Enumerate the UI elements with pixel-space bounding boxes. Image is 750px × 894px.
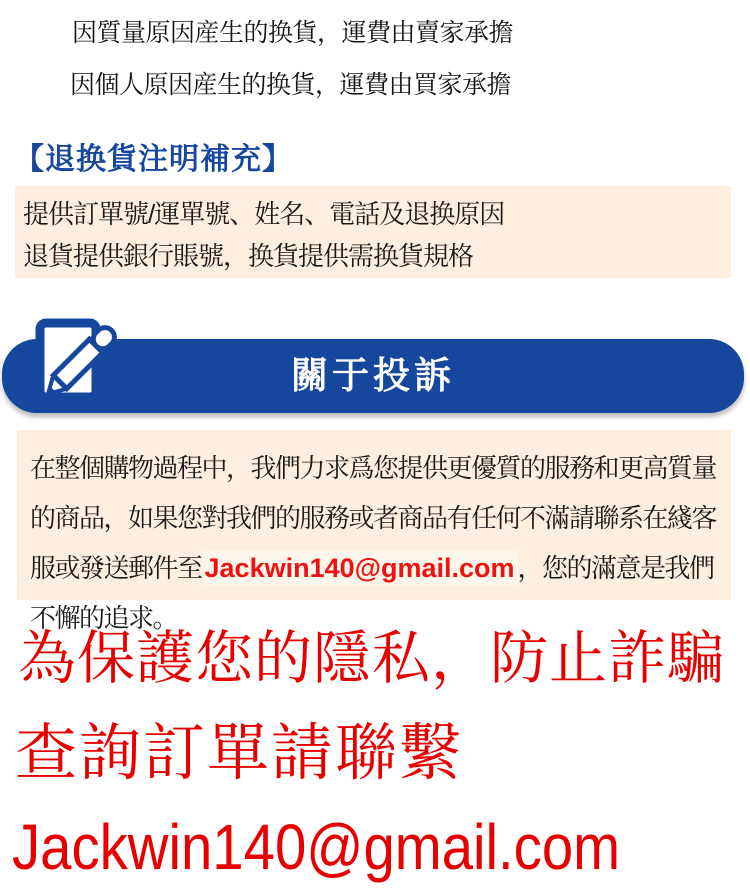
return-instruction-line: 提供訂單號/運單號、姓名、電話及退换原因 [23, 199, 505, 229]
exchange-note-personal: 因個人原因産生的换貨，運費由買家承擔 [70, 71, 512, 99]
pencil-note-icon [34, 310, 118, 408]
privacy-warning-line: 為保護您的隱私，防止詐騙 [18, 626, 727, 691]
complaint-paragraph-box [17, 430, 731, 633]
return-supplement-heading: 【退换貨注明補充】 [14, 143, 293, 176]
complaint-banner-title: 關于投訴 [291, 355, 455, 396]
return-instructions-box [15, 186, 731, 278]
order-inquiry-line: 查詢訂單請聯繫 [15, 719, 464, 788]
complaint-text-before-email: 在整個購物過程中，我們力求爲您提供更優質的服務和更高質量的商品，如果您對我們的服務或者商品有任何不滿請聯系在綫客服或發送郵件至 [30, 453, 717, 583]
complaint-text-after-email: ，您的滿意是我們不懈的追求。 [30, 553, 714, 633]
return-instruction-line: 退貨提供銀行賬號，换貨提供需换貨規格 [23, 241, 474, 271]
contact-email-large: Jackwin140@gmail.com [12, 811, 621, 883]
complaint-paragraph [30, 443, 721, 643]
exchange-note-quality: 因質量原因産生的换貨，運費由賣家承擔 [72, 19, 514, 47]
contact-email-inline: Jackwin140@gmail.com [202, 551, 518, 585]
